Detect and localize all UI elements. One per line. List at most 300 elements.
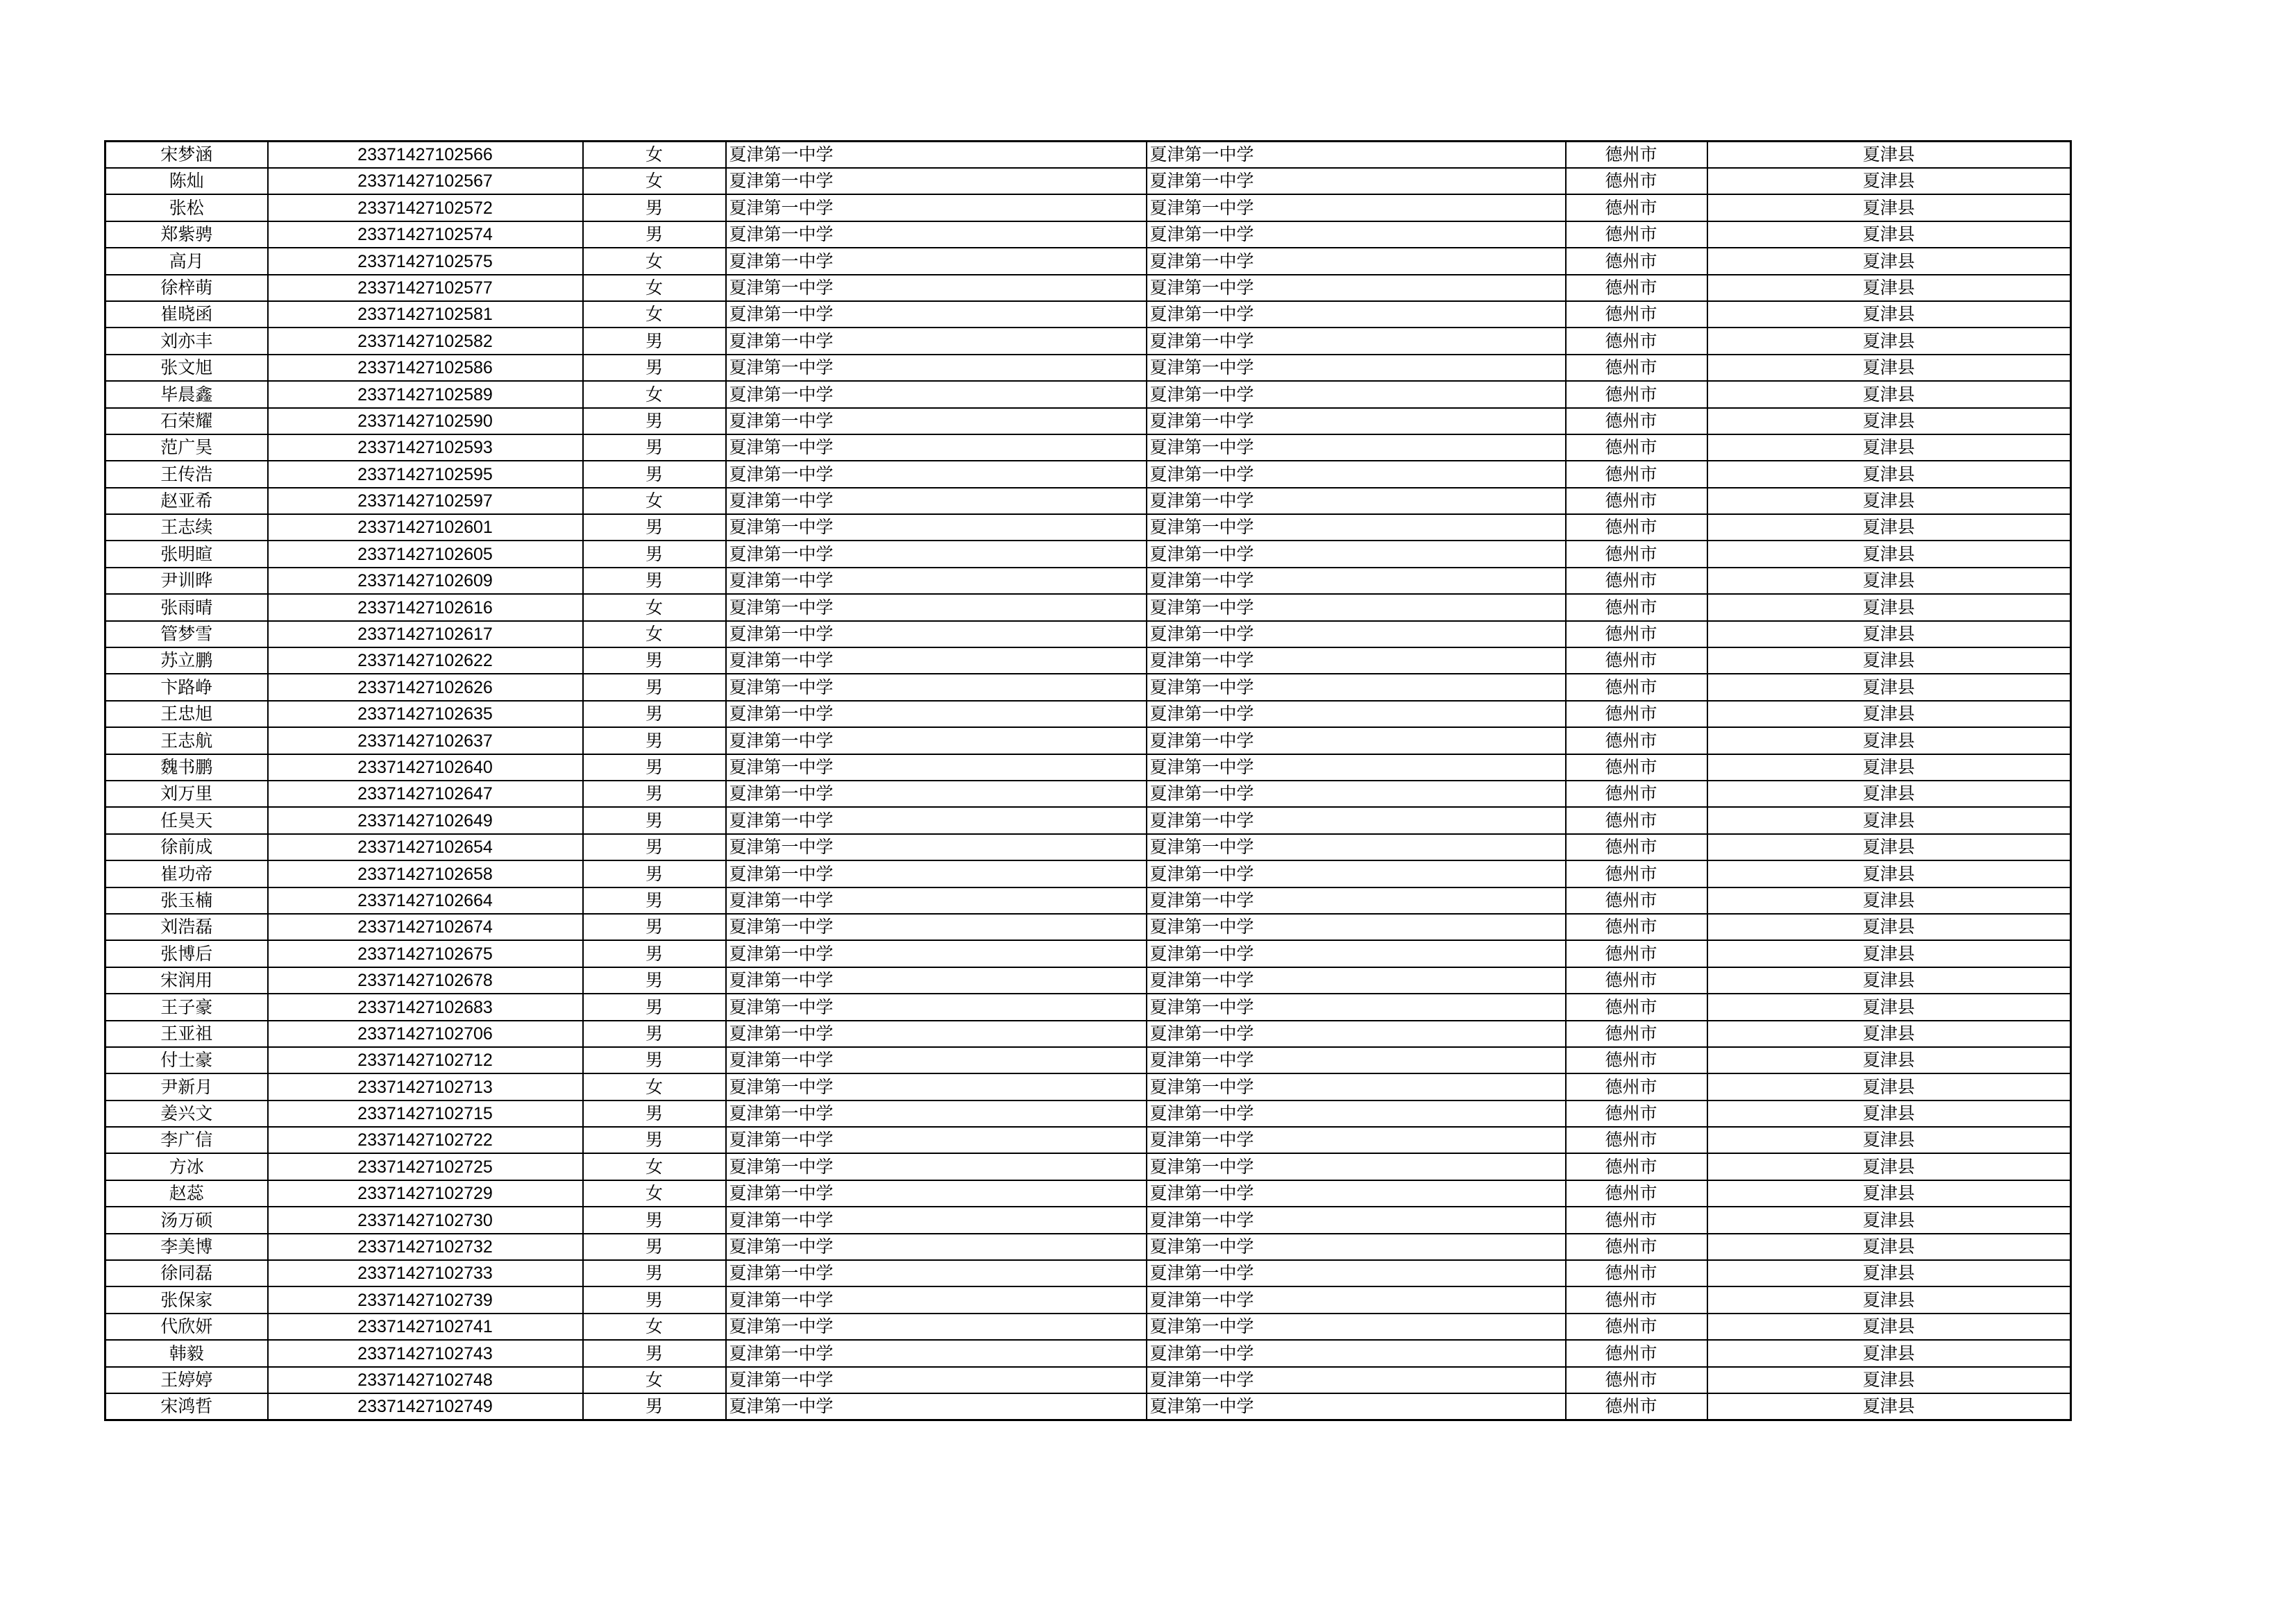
school-cell: 夏津第一中学 (726, 1286, 1147, 1313)
graduate-school-cell: 夏津第一中学 (1147, 860, 1566, 887)
exam-number-cell: 23371427102713 (268, 1073, 583, 1100)
gender-cell: 男 (583, 514, 726, 541)
student-name-cell: 王传浩 (105, 461, 268, 487)
school-cell: 夏津第一中学 (726, 621, 1147, 647)
exam-number-cell: 23371427102572 (268, 194, 583, 221)
gender-cell: 男 (583, 967, 726, 994)
table-row (105, 275, 2071, 301)
gender-cell: 女 (583, 1153, 726, 1180)
student-name-cell: 范广昊 (105, 434, 268, 461)
exam-number-cell: 23371427102664 (268, 887, 583, 914)
table-row (105, 887, 2071, 914)
student-name-cell: 付士豪 (105, 1047, 268, 1073)
student-name-cell: 任昊天 (105, 807, 268, 833)
student-name-cell: 王忠旭 (105, 701, 268, 727)
city-cell: 德州市 (1566, 914, 1707, 940)
student-name-cell: 高月 (105, 248, 268, 274)
student-name-cell: 王亚祖 (105, 1021, 268, 1047)
gender-cell: 男 (583, 914, 726, 940)
graduate-school-cell: 夏津第一中学 (1147, 754, 1566, 781)
graduate-school-cell: 夏津第一中学 (1147, 381, 1566, 407)
gender-cell: 男 (583, 1260, 726, 1286)
city-cell: 德州市 (1566, 621, 1707, 647)
student-name-cell: 张博后 (105, 940, 268, 967)
county-cell: 夏津县 (1707, 647, 2071, 674)
city-cell: 德州市 (1566, 488, 1707, 514)
graduate-school-cell: 夏津第一中学 (1147, 194, 1566, 221)
student-name-cell: 刘万里 (105, 781, 268, 807)
graduate-school-cell: 夏津第一中学 (1147, 168, 1566, 194)
county-cell: 夏津县 (1707, 541, 2071, 567)
exam-number-cell: 23371427102649 (268, 807, 583, 833)
school-cell: 夏津第一中学 (726, 514, 1147, 541)
table-row (105, 674, 2071, 700)
county-cell: 夏津县 (1707, 1047, 2071, 1073)
city-cell: 德州市 (1566, 1234, 1707, 1260)
student-name-cell: 赵亚希 (105, 488, 268, 514)
table-row (105, 1393, 2071, 1420)
table-row (105, 940, 2071, 967)
table-row (105, 248, 2071, 274)
exam-number-cell: 23371427102706 (268, 1021, 583, 1047)
city-cell: 德州市 (1566, 754, 1707, 781)
county-cell: 夏津县 (1707, 860, 2071, 887)
city-cell: 德州市 (1566, 834, 1707, 860)
city-cell: 德州市 (1566, 1021, 1707, 1047)
city-cell: 德州市 (1566, 568, 1707, 594)
exam-number-cell: 23371427102674 (268, 914, 583, 940)
exam-number-cell: 23371427102678 (268, 967, 583, 994)
county-cell: 夏津县 (1707, 355, 2071, 381)
student-name-cell: 姜兴文 (105, 1101, 268, 1127)
exam-number-cell: 23371427102730 (268, 1207, 583, 1233)
gender-cell: 男 (583, 887, 726, 914)
school-cell: 夏津第一中学 (726, 1367, 1147, 1393)
county-cell: 夏津县 (1707, 1340, 2071, 1366)
graduate-school-cell: 夏津第一中学 (1147, 1207, 1566, 1233)
gender-cell: 男 (583, 221, 726, 248)
county-cell: 夏津县 (1707, 408, 2071, 434)
school-cell: 夏津第一中学 (726, 807, 1147, 833)
city-cell: 德州市 (1566, 647, 1707, 674)
gender-cell: 女 (583, 248, 726, 274)
student-name-cell: 崔晓函 (105, 301, 268, 328)
graduate-school-cell: 夏津第一中学 (1147, 1021, 1566, 1047)
table-row (105, 727, 2071, 754)
gender-cell: 男 (583, 461, 726, 487)
county-cell: 夏津县 (1707, 488, 2071, 514)
graduate-school-cell: 夏津第一中学 (1147, 328, 1566, 354)
exam-number-cell: 23371427102597 (268, 488, 583, 514)
gender-cell: 女 (583, 301, 726, 328)
exam-number-cell: 23371427102729 (268, 1180, 583, 1207)
gender-cell: 男 (583, 328, 726, 354)
county-cell: 夏津县 (1707, 914, 2071, 940)
gender-cell: 女 (583, 142, 726, 169)
student-name-cell: 韩毅 (105, 1340, 268, 1366)
exam-number-cell: 23371427102577 (268, 275, 583, 301)
student-name-cell: 李美博 (105, 1234, 268, 1260)
city-cell: 德州市 (1566, 1393, 1707, 1420)
school-cell: 夏津第一中学 (726, 328, 1147, 354)
student-name-cell: 刘亦丰 (105, 328, 268, 354)
school-cell: 夏津第一中学 (726, 967, 1147, 994)
exam-number-cell: 23371427102683 (268, 994, 583, 1020)
county-cell: 夏津县 (1707, 381, 2071, 407)
student-name-cell: 王志航 (105, 727, 268, 754)
gender-cell: 男 (583, 701, 726, 727)
table-row (105, 994, 2071, 1020)
county-cell: 夏津县 (1707, 1021, 2071, 1047)
city-cell: 德州市 (1566, 168, 1707, 194)
county-cell: 夏津县 (1707, 1180, 2071, 1207)
table-row (105, 1340, 2071, 1366)
school-cell: 夏津第一中学 (726, 860, 1147, 887)
table-row (105, 701, 2071, 727)
county-cell: 夏津县 (1707, 1101, 2071, 1127)
county-cell: 夏津县 (1707, 1286, 2071, 1313)
county-cell: 夏津县 (1707, 1207, 2071, 1233)
exam-number-cell: 23371427102675 (268, 940, 583, 967)
graduate-school-cell: 夏津第一中学 (1147, 434, 1566, 461)
table-row (105, 967, 2071, 994)
city-cell: 德州市 (1566, 1260, 1707, 1286)
school-cell: 夏津第一中学 (726, 727, 1147, 754)
exam-number-cell: 23371427102589 (268, 381, 583, 407)
county-cell: 夏津县 (1707, 967, 2071, 994)
gender-cell: 男 (583, 647, 726, 674)
school-cell: 夏津第一中学 (726, 221, 1147, 248)
school-cell: 夏津第一中学 (726, 541, 1147, 567)
graduate-school-cell: 夏津第一中学 (1147, 514, 1566, 541)
table-row (105, 647, 2071, 674)
exam-number-cell: 23371427102567 (268, 168, 583, 194)
gender-cell: 女 (583, 1314, 726, 1340)
county-cell: 夏津县 (1707, 1234, 2071, 1260)
county-cell: 夏津县 (1707, 701, 2071, 727)
graduate-school-cell: 夏津第一中学 (1147, 541, 1566, 567)
gender-cell: 男 (583, 994, 726, 1020)
graduate-school-cell: 夏津第一中学 (1147, 701, 1566, 727)
table-row (105, 1314, 2071, 1340)
county-cell: 夏津县 (1707, 994, 2071, 1020)
graduate-school-cell: 夏津第一中学 (1147, 967, 1566, 994)
table-row (105, 381, 2071, 407)
graduate-school-cell: 夏津第一中学 (1147, 621, 1566, 647)
exam-number-cell: 23371427102637 (268, 727, 583, 754)
exam-number-cell: 23371427102712 (268, 1047, 583, 1073)
table-row (105, 1234, 2071, 1260)
gender-cell: 女 (583, 1073, 726, 1100)
city-cell: 德州市 (1566, 328, 1707, 354)
gender-cell: 男 (583, 727, 726, 754)
city-cell: 德州市 (1566, 434, 1707, 461)
county-cell: 夏津县 (1707, 168, 2071, 194)
graduate-school-cell: 夏津第一中学 (1147, 461, 1566, 487)
school-cell: 夏津第一中学 (726, 301, 1147, 328)
county-cell: 夏津县 (1707, 887, 2071, 914)
gender-cell: 女 (583, 488, 726, 514)
school-cell: 夏津第一中学 (726, 940, 1147, 967)
county-cell: 夏津县 (1707, 940, 2071, 967)
student-name-cell: 张玉楠 (105, 887, 268, 914)
exam-number-cell: 23371427102733 (268, 1260, 583, 1286)
exam-number-cell: 23371427102715 (268, 1101, 583, 1127)
gender-cell: 男 (583, 1207, 726, 1233)
student-name-cell: 张明暄 (105, 541, 268, 567)
city-cell: 德州市 (1566, 1286, 1707, 1313)
city-cell: 德州市 (1566, 248, 1707, 274)
table-row (105, 781, 2071, 807)
gender-cell: 男 (583, 781, 726, 807)
county-cell: 夏津县 (1707, 1367, 2071, 1393)
student-name-cell: 管梦雪 (105, 621, 268, 647)
graduate-school-cell: 夏津第一中学 (1147, 940, 1566, 967)
table-row (105, 1047, 2071, 1073)
county-cell: 夏津县 (1707, 781, 2071, 807)
exam-number-cell: 23371427102640 (268, 754, 583, 781)
student-name-cell: 徐前成 (105, 834, 268, 860)
graduate-school-cell: 夏津第一中学 (1147, 994, 1566, 1020)
table-row (105, 1021, 2071, 1047)
school-cell: 夏津第一中学 (726, 275, 1147, 301)
graduate-school-cell: 夏津第一中学 (1147, 248, 1566, 274)
table-row (105, 461, 2071, 487)
county-cell: 夏津县 (1707, 621, 2071, 647)
graduate-school-cell: 夏津第一中学 (1147, 1260, 1566, 1286)
city-cell: 德州市 (1566, 860, 1707, 887)
city-cell: 德州市 (1566, 807, 1707, 833)
county-cell: 夏津县 (1707, 434, 2071, 461)
table-row (105, 434, 2071, 461)
city-cell: 德州市 (1566, 674, 1707, 700)
school-cell: 夏津第一中学 (726, 381, 1147, 407)
exam-number-cell: 23371427102658 (268, 860, 583, 887)
school-cell: 夏津第一中学 (726, 1314, 1147, 1340)
exam-number-cell: 23371427102590 (268, 408, 583, 434)
exam-number-cell: 23371427102749 (268, 1393, 583, 1420)
graduate-school-cell: 夏津第一中学 (1147, 594, 1566, 620)
county-cell: 夏津县 (1707, 807, 2071, 833)
gender-cell: 女 (583, 275, 726, 301)
graduate-school-cell: 夏津第一中学 (1147, 807, 1566, 833)
school-cell: 夏津第一中学 (726, 568, 1147, 594)
city-cell: 德州市 (1566, 1340, 1707, 1366)
exam-number-cell: 23371427102647 (268, 781, 583, 807)
county-cell: 夏津县 (1707, 594, 2071, 620)
city-cell: 德州市 (1566, 967, 1707, 994)
student-name-cell: 毕晨鑫 (105, 381, 268, 407)
student-name-cell: 王婷婷 (105, 1367, 268, 1393)
student-name-cell: 宋梦涵 (105, 142, 268, 169)
gender-cell: 男 (583, 674, 726, 700)
city-cell: 德州市 (1566, 275, 1707, 301)
table-row (105, 328, 2071, 354)
graduate-school-cell: 夏津第一中学 (1147, 914, 1566, 940)
city-cell: 德州市 (1566, 1101, 1707, 1127)
table-row (105, 301, 2071, 328)
exam-number-cell: 23371427102595 (268, 461, 583, 487)
city-cell: 德州市 (1566, 194, 1707, 221)
gender-cell: 男 (583, 1021, 726, 1047)
school-cell: 夏津第一中学 (726, 168, 1147, 194)
exam-number-cell: 23371427102605 (268, 541, 583, 567)
student-name-cell: 魏书鹏 (105, 754, 268, 781)
student-list-table (104, 140, 2072, 1421)
school-cell: 夏津第一中学 (726, 1207, 1147, 1233)
gender-cell: 男 (583, 807, 726, 833)
table-row (105, 221, 2071, 248)
graduate-school-cell: 夏津第一中学 (1147, 1180, 1566, 1207)
school-cell: 夏津第一中学 (726, 1073, 1147, 1100)
gender-cell: 男 (583, 860, 726, 887)
gender-cell: 男 (583, 1101, 726, 1127)
table-row (105, 621, 2071, 647)
gender-cell: 女 (583, 594, 726, 620)
graduate-school-cell: 夏津第一中学 (1147, 142, 1566, 169)
school-cell: 夏津第一中学 (726, 1260, 1147, 1286)
exam-number-cell: 23371427102601 (268, 514, 583, 541)
graduate-school-cell: 夏津第一中学 (1147, 488, 1566, 514)
exam-number-cell: 23371427102593 (268, 434, 583, 461)
county-cell: 夏津县 (1707, 328, 2071, 354)
exam-number-cell: 23371427102616 (268, 594, 583, 620)
exam-number-cell: 23371427102748 (268, 1367, 583, 1393)
city-cell: 德州市 (1566, 594, 1707, 620)
county-cell: 夏津县 (1707, 1073, 2071, 1100)
graduate-school-cell: 夏津第一中学 (1147, 1127, 1566, 1153)
exam-number-cell: 23371427102626 (268, 674, 583, 700)
city-cell: 德州市 (1566, 887, 1707, 914)
exam-number-cell: 23371427102609 (268, 568, 583, 594)
school-cell: 夏津第一中学 (726, 248, 1147, 274)
table-row (105, 860, 2071, 887)
county-cell: 夏津县 (1707, 514, 2071, 541)
gender-cell: 男 (583, 1340, 726, 1366)
school-cell: 夏津第一中学 (726, 701, 1147, 727)
table-row (105, 355, 2071, 381)
graduate-school-cell: 夏津第一中学 (1147, 355, 1566, 381)
city-cell: 德州市 (1566, 1127, 1707, 1153)
gender-cell: 男 (583, 1234, 726, 1260)
school-cell: 夏津第一中学 (726, 1127, 1147, 1153)
county-cell: 夏津县 (1707, 1260, 2071, 1286)
student-name-cell: 崔功帝 (105, 860, 268, 887)
school-cell: 夏津第一中学 (726, 994, 1147, 1020)
graduate-school-cell: 夏津第一中学 (1147, 1047, 1566, 1073)
table-row (105, 1153, 2071, 1180)
student-name-cell: 卞路峥 (105, 674, 268, 700)
student-name-cell: 徐梓萌 (105, 275, 268, 301)
county-cell: 夏津县 (1707, 142, 2071, 169)
graduate-school-cell: 夏津第一中学 (1147, 1234, 1566, 1260)
county-cell: 夏津县 (1707, 221, 2071, 248)
gender-cell: 男 (583, 1286, 726, 1313)
school-cell: 夏津第一中学 (726, 408, 1147, 434)
table-row (105, 514, 2071, 541)
graduate-school-cell: 夏津第一中学 (1147, 781, 1566, 807)
student-name-cell: 苏立鹏 (105, 647, 268, 674)
city-cell: 德州市 (1566, 541, 1707, 567)
student-name-cell: 刘浩磊 (105, 914, 268, 940)
city-cell: 德州市 (1566, 381, 1707, 407)
city-cell: 德州市 (1566, 1207, 1707, 1233)
graduate-school-cell: 夏津第一中学 (1147, 834, 1566, 860)
graduate-school-cell: 夏津第一中学 (1147, 674, 1566, 700)
student-name-cell: 李广信 (105, 1127, 268, 1153)
city-cell: 德州市 (1566, 940, 1707, 967)
county-cell: 夏津县 (1707, 194, 2071, 221)
graduate-school-cell: 夏津第一中学 (1147, 408, 1566, 434)
exam-number-cell: 23371427102741 (268, 1314, 583, 1340)
gender-cell: 女 (583, 1180, 726, 1207)
school-cell: 夏津第一中学 (726, 1234, 1147, 1260)
school-cell: 夏津第一中学 (726, 142, 1147, 169)
graduate-school-cell: 夏津第一中学 (1147, 1393, 1566, 1420)
exam-number-cell: 23371427102582 (268, 328, 583, 354)
school-cell: 夏津第一中学 (726, 434, 1147, 461)
student-name-cell: 宋鸿哲 (105, 1393, 268, 1420)
table-row (105, 807, 2071, 833)
student-name-cell: 王子豪 (105, 994, 268, 1020)
table-row (105, 1180, 2071, 1207)
table-row (105, 408, 2071, 434)
county-cell: 夏津县 (1707, 568, 2071, 594)
table-row (105, 754, 2071, 781)
gender-cell: 男 (583, 834, 726, 860)
graduate-school-cell: 夏津第一中学 (1147, 221, 1566, 248)
graduate-school-cell: 夏津第一中学 (1147, 1286, 1566, 1313)
gender-cell: 女 (583, 1367, 726, 1393)
student-name-cell: 张松 (105, 194, 268, 221)
table-row (105, 194, 2071, 221)
county-cell: 夏津县 (1707, 1127, 2071, 1153)
gender-cell: 男 (583, 1047, 726, 1073)
student-name-cell: 张保家 (105, 1286, 268, 1313)
school-cell: 夏津第一中学 (726, 194, 1147, 221)
table-row (105, 834, 2071, 860)
county-cell: 夏津县 (1707, 301, 2071, 328)
table-row (105, 488, 2071, 514)
city-cell: 德州市 (1566, 301, 1707, 328)
school-cell: 夏津第一中学 (726, 1180, 1147, 1207)
city-cell: 德州市 (1566, 1180, 1707, 1207)
county-cell: 夏津县 (1707, 461, 2071, 487)
city-cell: 德州市 (1566, 1314, 1707, 1340)
county-cell: 夏津县 (1707, 834, 2071, 860)
school-cell: 夏津第一中学 (726, 1153, 1147, 1180)
table-row (105, 1127, 2071, 1153)
exam-number-cell: 23371427102581 (268, 301, 583, 328)
city-cell: 德州市 (1566, 1047, 1707, 1073)
table-row (105, 594, 2071, 620)
gender-cell: 女 (583, 168, 726, 194)
city-cell: 德州市 (1566, 514, 1707, 541)
graduate-school-cell: 夏津第一中学 (1147, 301, 1566, 328)
table-row (105, 1367, 2071, 1393)
city-cell: 德州市 (1566, 727, 1707, 754)
school-cell: 夏津第一中学 (726, 1047, 1147, 1073)
school-cell: 夏津第一中学 (726, 674, 1147, 700)
city-cell: 德州市 (1566, 408, 1707, 434)
graduate-school-cell: 夏津第一中学 (1147, 647, 1566, 674)
student-name-cell: 郑紫骋 (105, 221, 268, 248)
gender-cell: 女 (583, 621, 726, 647)
county-cell: 夏津县 (1707, 275, 2071, 301)
graduate-school-cell: 夏津第一中学 (1147, 275, 1566, 301)
school-cell: 夏津第一中学 (726, 754, 1147, 781)
city-cell: 德州市 (1566, 142, 1707, 169)
